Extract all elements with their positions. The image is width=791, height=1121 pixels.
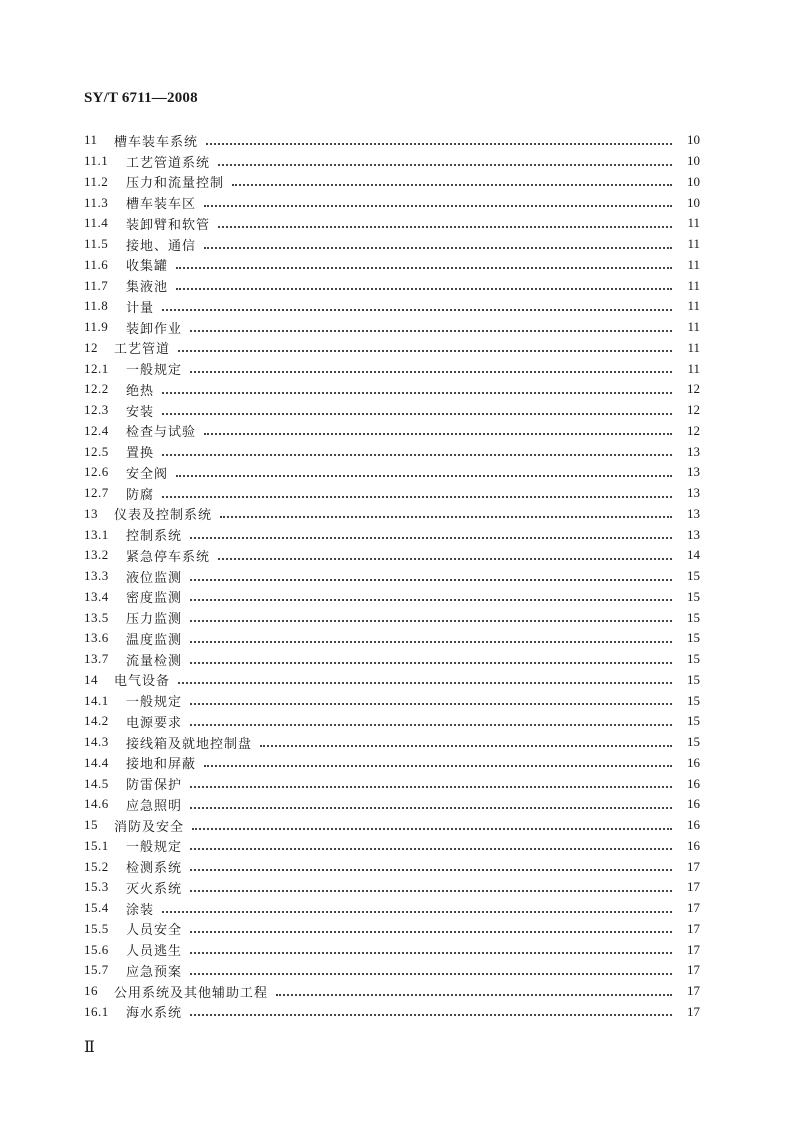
toc-entry[interactable] — [84, 690, 700, 711]
toc-entry-title: 安全阀 — [126, 466, 169, 482]
toc-entry-number: 12.6 — [84, 464, 109, 480]
toc-entry-number: 14 — [84, 671, 98, 687]
toc-entry-number: 13.7 — [84, 651, 109, 667]
dot-leader — [176, 266, 672, 269]
toc-entry-page: 15 — [687, 713, 700, 729]
toc-entry-page: 11 — [687, 236, 700, 252]
dot-leader — [176, 287, 672, 290]
dot-leader — [162, 412, 672, 415]
toc-entry-number: 12.1 — [84, 360, 109, 376]
toc-entry-title: 密度监测 — [126, 591, 183, 607]
toc-entry[interactable] — [84, 192, 700, 213]
toc-entry-page: 15 — [687, 588, 700, 604]
toc-entry-page: 15 — [687, 651, 700, 667]
toc-entry[interactable] — [84, 607, 700, 628]
toc-entry[interactable] — [84, 670, 700, 691]
toc-entry[interactable] — [84, 587, 700, 608]
toc-entry-page: 17 — [687, 983, 700, 999]
document-code: SY/T 6711—2008 — [84, 90, 198, 106]
toc-entry-title: 人员安全 — [126, 923, 183, 939]
toc-entry-number: 12.2 — [84, 381, 109, 397]
toc-entry-title: 工艺管道 — [114, 342, 171, 358]
toc-entry-page: 14 — [687, 547, 700, 563]
toc-entry-title: 检测系统 — [126, 861, 183, 877]
toc-entry-page: 17 — [687, 858, 700, 874]
dot-leader — [218, 163, 672, 166]
toc-entry-number: 15.6 — [84, 941, 109, 957]
dot-leader — [260, 744, 672, 747]
toc-entry-number: 13 — [84, 505, 98, 521]
toc-entry-number: 14.2 — [84, 713, 109, 729]
toc-entry-page: 13 — [687, 464, 700, 480]
dot-leader — [220, 515, 672, 518]
toc-entry-page: 13 — [687, 526, 700, 542]
toc-entry[interactable] — [84, 296, 700, 317]
dot-leader — [192, 827, 672, 830]
toc-entry[interactable] — [84, 939, 700, 960]
toc-entry[interactable] — [84, 483, 700, 504]
toc-entry[interactable] — [84, 856, 700, 877]
toc-entry-page: 16 — [687, 754, 700, 770]
toc-entry[interactable] — [84, 898, 700, 919]
toc-entry-title: 接地和屏蔽 — [126, 757, 197, 773]
toc-entry-title: 电气设备 — [114, 674, 171, 690]
dot-leader — [204, 432, 672, 435]
toc-entry-page: 17 — [687, 879, 700, 895]
toc-entry-number: 12.3 — [84, 402, 109, 418]
toc-entry-number: 15.7 — [84, 962, 109, 978]
toc-entry-title: 槽车装车区 — [126, 197, 197, 213]
dot-leader — [162, 910, 672, 913]
dot-leader — [190, 329, 672, 332]
toc-entry[interactable] — [84, 836, 700, 857]
toc-entry-title: 检查与试验 — [126, 425, 197, 441]
toc-entry-page: 13 — [687, 485, 700, 501]
toc-entry[interactable] — [84, 981, 700, 1002]
toc-entry[interactable] — [84, 732, 700, 753]
toc-entry-number: 15.2 — [84, 858, 109, 874]
toc-entry[interactable] — [84, 545, 700, 566]
toc-entry[interactable] — [84, 1002, 700, 1023]
toc-entry-title: 置换 — [126, 446, 155, 462]
dot-leader — [190, 930, 672, 933]
toc-entry-title: 计量 — [126, 300, 155, 316]
toc-entry-title: 紧急停车系统 — [126, 549, 211, 565]
toc-entry-page: 10 — [687, 173, 700, 189]
toc-entry-title: 装卸作业 — [126, 321, 183, 337]
toc-entry-number: 11.7 — [84, 277, 109, 293]
dot-leader — [190, 598, 672, 601]
toc-entry-number: 11.5 — [84, 236, 109, 252]
toc-entry-number: 14.4 — [84, 754, 109, 770]
dot-leader — [162, 308, 672, 311]
toc-entry-number: 14.3 — [84, 734, 109, 750]
toc-entry-number: 13.4 — [84, 588, 109, 604]
toc-entry-number: 13.2 — [84, 547, 109, 563]
toc-entry-number: 15.3 — [84, 879, 109, 895]
toc-entry-number: 14.5 — [84, 775, 109, 791]
toc-entry-number: 14.6 — [84, 796, 109, 812]
toc-entry[interactable] — [84, 504, 700, 525]
dot-leader — [206, 142, 672, 145]
toc-entry[interactable] — [84, 234, 700, 255]
toc-entry-page: 11 — [687, 256, 700, 272]
dot-leader — [190, 1013, 672, 1016]
dot-leader — [190, 868, 672, 871]
toc-entry-number: 11.9 — [84, 319, 109, 335]
toc-entry-number: 14.1 — [84, 692, 109, 708]
toc-entry-title: 防腐 — [126, 487, 155, 503]
toc-entry[interactable] — [84, 275, 700, 296]
toc-entry-title: 温度监测 — [126, 632, 183, 648]
toc-entry[interactable] — [84, 462, 700, 483]
dot-leader — [190, 951, 672, 954]
toc-entry-page: 11 — [687, 339, 700, 355]
toc-entry-title: 仪表及控制系统 — [114, 508, 213, 524]
toc-entry-page: 15 — [687, 609, 700, 625]
toc-entry-page: 11 — [687, 277, 700, 293]
toc-entry[interactable] — [84, 711, 700, 732]
dot-leader — [218, 557, 672, 560]
toc-entry-title: 接线箱及就地控制盘 — [126, 736, 253, 752]
toc-entry[interactable] — [84, 566, 700, 587]
toc-entry-number: 11 — [84, 132, 98, 148]
toc-entry-title: 涂装 — [126, 902, 155, 918]
toc-entry-number: 15.5 — [84, 920, 109, 936]
dot-leader — [162, 453, 672, 456]
toc-entry-title: 一般规定 — [126, 363, 183, 379]
dot-leader — [276, 993, 672, 996]
dot-leader — [232, 183, 672, 186]
toc-entry[interactable] — [84, 130, 700, 151]
toc-entry[interactable] — [84, 379, 700, 400]
dot-leader — [190, 619, 672, 622]
toc-entry-number: 12 — [84, 339, 98, 355]
dot-leader — [204, 246, 672, 249]
toc-entry-page: 16 — [687, 837, 700, 853]
toc-entry-page: 12 — [687, 422, 700, 438]
toc-entry-page: 15 — [687, 568, 700, 584]
dot-leader — [190, 702, 672, 705]
toc-entry-title: 安装 — [126, 404, 155, 420]
toc-entry-title: 绝热 — [126, 383, 155, 399]
toc-entry-title: 防雷保护 — [126, 778, 183, 794]
toc-entry-title: 控制系统 — [126, 529, 183, 545]
toc-entry[interactable] — [84, 919, 700, 940]
toc-entry-title: 电源要求 — [126, 715, 183, 731]
toc-entry[interactable] — [84, 358, 700, 379]
toc-entry-number: 11.4 — [84, 215, 109, 231]
toc-entry-title: 集液池 — [126, 280, 169, 296]
toc-entry-page: 15 — [687, 630, 700, 646]
dot-leader — [190, 785, 672, 788]
dot-leader — [190, 889, 672, 892]
toc-entry-page: 13 — [687, 505, 700, 521]
toc-entry-page: 11 — [687, 215, 700, 231]
toc-entry[interactable] — [84, 441, 700, 462]
toc-entry[interactable] — [84, 400, 700, 421]
toc-entry-page: 12 — [687, 381, 700, 397]
toc-entry-title: 海水系统 — [126, 1006, 183, 1022]
toc-entry-page: 13 — [687, 443, 700, 459]
toc-entry[interactable] — [84, 815, 700, 836]
toc-entry[interactable] — [84, 753, 700, 774]
toc-entry-page: 17 — [687, 920, 700, 936]
toc-entry-title: 槽车装车系统 — [114, 134, 199, 150]
toc-entry-title: 应急照明 — [126, 798, 183, 814]
toc-entry-title: 灭火系统 — [126, 881, 183, 897]
toc-entry-number: 13.1 — [84, 526, 109, 542]
toc-entry-title: 流量检测 — [126, 653, 183, 669]
toc-entry-number: 15.4 — [84, 900, 109, 916]
toc-entry-page: 15 — [687, 692, 700, 708]
toc-entry[interactable] — [84, 151, 700, 172]
toc-entry-number: 15 — [84, 817, 98, 833]
toc-entry-page: 16 — [687, 796, 700, 812]
toc-entry-title: 一般规定 — [126, 840, 183, 856]
toc-entry-page: 10 — [687, 153, 700, 169]
dot-leader — [190, 640, 672, 643]
toc-entry[interactable] — [84, 172, 700, 193]
toc-entry-title: 一般规定 — [126, 695, 183, 711]
dot-leader — [218, 225, 672, 228]
dot-leader — [204, 764, 672, 767]
toc-entry-number: 16 — [84, 983, 98, 999]
toc-entry[interactable] — [84, 421, 700, 442]
dot-leader — [204, 204, 672, 207]
toc-entry-title: 液位监测 — [126, 570, 183, 586]
toc-entry[interactable] — [84, 794, 700, 815]
dot-leader — [162, 495, 672, 498]
toc-entry-page: 11 — [687, 298, 700, 314]
toc-entry[interactable] — [84, 773, 700, 794]
toc-entry-title: 公用系统及其他辅助工程 — [114, 985, 269, 1001]
dot-leader — [162, 391, 672, 394]
dot-leader — [190, 661, 672, 664]
toc-entry-number: 11.8 — [84, 298, 109, 314]
dot-leader — [190, 536, 672, 539]
toc-entry-page: 17 — [687, 1003, 700, 1019]
toc-entry[interactable] — [84, 960, 700, 981]
toc-entry-page: 17 — [687, 962, 700, 978]
toc-entry[interactable] — [84, 338, 700, 359]
dot-leader — [190, 972, 672, 975]
toc-entry-page: 16 — [687, 817, 700, 833]
toc-entry[interactable] — [84, 213, 700, 234]
dot-leader — [178, 681, 672, 684]
dot-leader — [176, 474, 672, 477]
toc-entry-title: 接地、通信 — [126, 238, 197, 254]
toc-entry-number: 12.5 — [84, 443, 109, 459]
toc-entry-title: 压力监测 — [126, 612, 183, 628]
toc-entry[interactable] — [84, 628, 700, 649]
toc-entry-title: 压力和流量控制 — [126, 176, 225, 192]
toc-entry-page: 15 — [687, 671, 700, 687]
toc-entry-number: 16.1 — [84, 1003, 109, 1019]
toc-entry-title: 应急预案 — [126, 964, 183, 980]
toc-entry-number: 13.5 — [84, 609, 109, 625]
toc-entry-page: 17 — [687, 941, 700, 957]
toc-entry-page: 11 — [687, 360, 700, 376]
toc-entry-page: 10 — [687, 132, 700, 148]
toc-entry-page: 16 — [687, 775, 700, 791]
toc-entry-title: 工艺管道系统 — [126, 155, 211, 171]
toc-entry-number: 11.6 — [84, 256, 109, 272]
toc-entry-number: 12.7 — [84, 485, 109, 501]
toc-entry-title: 人员逃生 — [126, 944, 183, 960]
table-of-contents — [84, 130, 700, 1022]
page-number-roman: Ⅱ — [84, 1039, 95, 1056]
toc-entry-page: 10 — [687, 194, 700, 210]
toc-entry[interactable] — [84, 255, 700, 276]
toc-entry-page: 15 — [687, 734, 700, 750]
toc-entry[interactable] — [84, 649, 700, 670]
toc-entry-number: 11.2 — [84, 173, 109, 189]
toc-entry-number: 11.1 — [84, 153, 109, 169]
toc-entry-title: 装卸臂和软管 — [126, 217, 211, 233]
dot-leader — [190, 723, 672, 726]
toc-entry-number: 11.3 — [84, 194, 109, 210]
dot-leader — [190, 847, 672, 850]
dot-leader — [178, 349, 672, 352]
toc-entry-title: 消防及安全 — [114, 819, 185, 835]
toc-entry[interactable] — [84, 877, 700, 898]
toc-entry-title: 收集罐 — [126, 259, 169, 275]
dot-leader — [190, 578, 672, 581]
toc-entry-page: 12 — [687, 402, 700, 418]
toc-entry-number: 12.4 — [84, 422, 109, 438]
toc-entry-number: 13.6 — [84, 630, 109, 646]
toc-entry[interactable] — [84, 524, 700, 545]
toc-entry-page: 17 — [687, 900, 700, 916]
toc-entry-number: 15.1 — [84, 837, 109, 853]
dot-leader — [190, 806, 672, 809]
toc-entry-page: 11 — [687, 319, 700, 335]
dot-leader — [190, 370, 672, 373]
toc-entry-number: 13.3 — [84, 568, 109, 584]
toc-entry[interactable] — [84, 317, 700, 338]
